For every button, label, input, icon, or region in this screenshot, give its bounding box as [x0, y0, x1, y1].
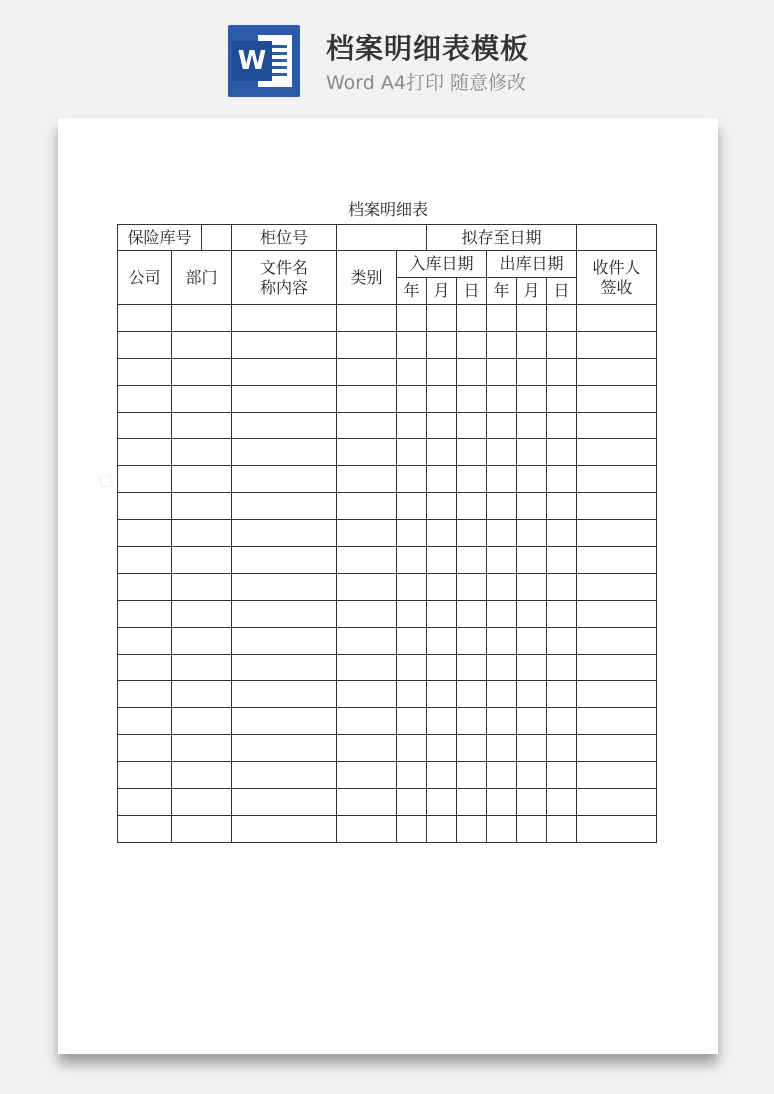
out-month-cell[interactable] [517, 762, 547, 789]
in-day-cell[interactable] [457, 493, 487, 520]
file-name-cell[interactable] [232, 412, 337, 439]
recipient-cell[interactable] [577, 439, 657, 466]
company-cell[interactable] [118, 815, 172, 842]
recipient-cell[interactable] [577, 331, 657, 358]
out-month-cell[interactable] [517, 627, 547, 654]
table-row [118, 600, 657, 627]
document-title: 档案明细表 [347, 200, 428, 219]
in-month-cell[interactable] [427, 331, 457, 358]
in-year-cell[interactable] [397, 681, 427, 708]
in-month-cell[interactable] [427, 627, 457, 654]
table-row [118, 385, 657, 412]
recipient-cell[interactable] [577, 358, 657, 385]
company-header: 公司 [118, 251, 172, 305]
file-name-cell[interactable] [232, 815, 337, 842]
out-year-cell[interactable] [487, 573, 517, 600]
planned-date-cell[interactable] [577, 225, 657, 251]
department-cell[interactable] [172, 385, 232, 412]
table-row [118, 493, 657, 520]
recipient-cell[interactable] [577, 493, 657, 520]
out-day-cell[interactable] [547, 305, 577, 332]
in-month-cell[interactable] [427, 358, 457, 385]
company-cell[interactable] [118, 466, 172, 493]
in-day-cell[interactable] [457, 331, 487, 358]
department-cell[interactable] [172, 708, 232, 735]
department-cell[interactable] [172, 573, 232, 600]
in-month-cell[interactable] [427, 412, 457, 439]
out-day-cell[interactable] [547, 547, 577, 574]
in-month-cell[interactable] [427, 520, 457, 547]
file-name-header [232, 251, 337, 305]
in-day-cell[interactable] [457, 735, 487, 762]
table-row [118, 573, 657, 600]
header-row-2 [118, 251, 657, 278]
file-name-cell[interactable] [232, 789, 337, 816]
table-row [118, 654, 657, 681]
in-day-cell[interactable] [457, 627, 487, 654]
out-day-cell[interactable] [547, 573, 577, 600]
out-month-cell[interactable] [517, 573, 547, 600]
company-cell[interactable] [118, 735, 172, 762]
in-year-cell[interactable] [397, 305, 427, 332]
out-month-cell[interactable] [517, 412, 547, 439]
in-month-cell[interactable] [427, 573, 457, 600]
file-name-cell[interactable] [232, 600, 337, 627]
department-cell[interactable] [172, 681, 232, 708]
file-name-line2: 称内容 [260, 277, 309, 297]
in-day-cell[interactable] [457, 681, 487, 708]
recipient-cell[interactable] [577, 305, 657, 332]
table-row [118, 789, 657, 816]
recipient-line2: 签收 [600, 277, 633, 297]
file-name-cell[interactable] [232, 762, 337, 789]
category-cell[interactable] [337, 331, 397, 358]
out-month-cell[interactable] [517, 331, 547, 358]
out-year-cell[interactable] [487, 735, 517, 762]
in-day-cell[interactable] [457, 305, 487, 332]
category-cell[interactable] [337, 735, 397, 762]
out-year-cell[interactable] [487, 627, 517, 654]
file-name-cell[interactable] [232, 331, 337, 358]
cabinet-no-label: 柜位号 [232, 225, 337, 251]
department-cell[interactable] [172, 654, 232, 681]
in-day-cell[interactable] [457, 385, 487, 412]
recipient-cell[interactable] [577, 520, 657, 547]
out-month-header: 月 [517, 278, 547, 305]
recipient-cell[interactable] [577, 789, 657, 816]
out-month-cell[interactable] [517, 385, 547, 412]
out-day-cell[interactable] [547, 762, 577, 789]
out-year-cell[interactable] [487, 331, 517, 358]
in-year-header: 年 [397, 278, 427, 305]
table-row [118, 466, 657, 493]
file-name-cell[interactable] [232, 681, 337, 708]
table-row [118, 681, 657, 708]
out-day-cell[interactable] [547, 735, 577, 762]
category-header: 类别 [337, 251, 397, 305]
table-row [118, 412, 657, 439]
out-day-header: 日 [547, 278, 577, 305]
in-year-cell[interactable] [397, 762, 427, 789]
department-cell[interactable] [172, 305, 232, 332]
company-cell[interactable] [118, 412, 172, 439]
table-row [118, 708, 657, 735]
in-day-cell[interactable] [457, 547, 487, 574]
out-day-cell[interactable] [547, 681, 577, 708]
department-cell[interactable] [172, 547, 232, 574]
out-month-cell[interactable] [517, 600, 547, 627]
department-cell[interactable] [172, 493, 232, 520]
recipient-cell[interactable] [577, 762, 657, 789]
in-month-cell[interactable] [427, 439, 457, 466]
out-year-cell[interactable] [487, 358, 517, 385]
word-letter: W [232, 41, 272, 81]
out-year-cell[interactable] [487, 547, 517, 574]
in-year-cell[interactable] [397, 331, 427, 358]
planned-date-label: 拟存至日期 [427, 225, 577, 251]
out-month-cell[interactable] [517, 466, 547, 493]
table-row [118, 547, 657, 574]
recipient-cell[interactable] [577, 412, 657, 439]
table-row [118, 358, 657, 385]
in-day-header: 日 [457, 278, 487, 305]
table-row [118, 305, 657, 332]
recipient-cell[interactable] [577, 708, 657, 735]
department-cell[interactable] [172, 520, 232, 547]
out-month-cell[interactable] [517, 681, 547, 708]
file-name-line1: 文件名 [260, 257, 309, 277]
out-day-cell[interactable] [547, 520, 577, 547]
out-month-cell[interactable] [517, 520, 547, 547]
out-year-cell[interactable] [487, 789, 517, 816]
in-month-cell[interactable] [427, 547, 457, 574]
company-cell[interactable] [118, 520, 172, 547]
out-day-cell[interactable] [547, 627, 577, 654]
table-row [118, 520, 657, 547]
in-month-cell[interactable] [427, 305, 457, 332]
department-cell[interactable] [172, 789, 232, 816]
category-cell[interactable] [337, 493, 397, 520]
company-cell[interactable] [118, 547, 172, 574]
department-cell[interactable] [172, 331, 232, 358]
table-row [118, 439, 657, 466]
category-cell[interactable] [337, 547, 397, 574]
category-cell[interactable] [337, 305, 397, 332]
page-subtitle: Word A4打印 随意修改 [326, 72, 527, 94]
company-cell[interactable] [118, 385, 172, 412]
recipient-cell[interactable] [577, 681, 657, 708]
company-cell[interactable] [118, 600, 172, 627]
department-cell[interactable] [172, 412, 232, 439]
in-year-cell[interactable] [397, 547, 427, 574]
category-cell[interactable] [337, 708, 397, 735]
file-name-cell[interactable] [232, 735, 337, 762]
out-year-cell[interactable] [487, 466, 517, 493]
in-year-cell[interactable] [397, 708, 427, 735]
company-cell[interactable] [118, 331, 172, 358]
department-cell[interactable] [172, 735, 232, 762]
in-day-cell[interactable] [457, 573, 487, 600]
company-cell[interactable] [118, 708, 172, 735]
in-month-cell[interactable] [427, 600, 457, 627]
in-month-cell[interactable] [427, 735, 457, 762]
company-cell[interactable] [118, 627, 172, 654]
in-year-cell[interactable] [397, 600, 427, 627]
department-cell[interactable] [172, 358, 232, 385]
out-year-cell[interactable] [487, 385, 517, 412]
category-cell[interactable] [337, 789, 397, 816]
in-year-cell[interactable] [397, 439, 427, 466]
category-cell[interactable] [337, 358, 397, 385]
out-day-cell[interactable] [547, 654, 577, 681]
department-cell[interactable] [172, 600, 232, 627]
in-year-cell[interactable] [397, 520, 427, 547]
in-month-cell[interactable] [427, 385, 457, 412]
recipient-header [577, 251, 657, 305]
recipient-cell[interactable] [577, 385, 657, 412]
in-year-cell[interactable] [397, 412, 427, 439]
out-day-cell[interactable] [547, 385, 577, 412]
file-name-cell[interactable] [232, 466, 337, 493]
file-name-cell[interactable] [232, 573, 337, 600]
out-day-cell[interactable] [547, 358, 577, 385]
in-year-cell[interactable] [397, 493, 427, 520]
out-month-cell[interactable] [517, 305, 547, 332]
banner [0, 0, 774, 110]
category-cell[interactable] [337, 466, 397, 493]
category-cell[interactable] [337, 385, 397, 412]
out-year-cell[interactable] [487, 654, 517, 681]
out-month-cell[interactable] [517, 493, 547, 520]
out-month-cell[interactable] [517, 654, 547, 681]
in-day-cell[interactable] [457, 358, 487, 385]
file-name-cell[interactable] [232, 708, 337, 735]
category-cell[interactable] [337, 600, 397, 627]
company-cell[interactable] [118, 789, 172, 816]
in-month-cell[interactable] [427, 493, 457, 520]
in-day-cell[interactable] [457, 762, 487, 789]
category-cell[interactable] [337, 412, 397, 439]
safe-no-label: 保险库号 [118, 225, 202, 251]
recipient-cell[interactable] [577, 573, 657, 600]
in-month-cell[interactable] [427, 815, 457, 842]
recipient-cell[interactable] [577, 654, 657, 681]
in-month-cell[interactable] [427, 789, 457, 816]
page-title: 档案明细表模板 [326, 32, 530, 65]
in-date-header: 入库日期 [397, 251, 487, 278]
watermark: ◇ [92, 465, 121, 496]
out-year-cell[interactable] [487, 412, 517, 439]
company-cell[interactable] [118, 681, 172, 708]
recipient-cell[interactable] [577, 600, 657, 627]
table-row [118, 815, 657, 842]
recipient-cell[interactable] [577, 815, 657, 842]
recipient-line1: 收件人 [592, 257, 641, 277]
out-month-cell[interactable] [517, 735, 547, 762]
out-day-cell[interactable] [547, 466, 577, 493]
out-year-cell[interactable] [487, 305, 517, 332]
category-cell[interactable] [337, 681, 397, 708]
out-month-cell[interactable] [517, 547, 547, 574]
in-year-cell[interactable] [397, 735, 427, 762]
in-day-cell[interactable] [457, 789, 487, 816]
out-day-cell[interactable] [547, 493, 577, 520]
company-cell[interactable] [118, 358, 172, 385]
department-cell[interactable] [172, 466, 232, 493]
out-year-cell[interactable] [487, 681, 517, 708]
in-month-cell[interactable] [427, 681, 457, 708]
in-day-cell[interactable] [457, 600, 487, 627]
in-day-cell[interactable] [457, 520, 487, 547]
out-month-cell[interactable] [517, 439, 547, 466]
in-day-cell[interactable] [457, 708, 487, 735]
out-day-cell[interactable] [547, 815, 577, 842]
category-cell[interactable] [337, 815, 397, 842]
out-year-cell[interactable] [487, 493, 517, 520]
department-header: 部门 [172, 251, 232, 305]
table-row [118, 762, 657, 789]
safe-no-cell[interactable] [202, 225, 232, 251]
out-day-cell[interactable] [547, 439, 577, 466]
out-day-cell[interactable] [547, 600, 577, 627]
in-day-cell[interactable] [457, 412, 487, 439]
out-year-cell[interactable] [487, 815, 517, 842]
category-cell[interactable] [337, 762, 397, 789]
company-cell[interactable] [118, 573, 172, 600]
company-cell[interactable] [118, 305, 172, 332]
file-name-cell[interactable] [232, 305, 337, 332]
file-name-cell[interactable] [232, 654, 337, 681]
out-year-cell[interactable] [487, 439, 517, 466]
company-cell[interactable] [118, 493, 172, 520]
in-year-cell[interactable] [397, 573, 427, 600]
in-day-cell[interactable] [457, 815, 487, 842]
category-cell[interactable] [337, 573, 397, 600]
category-cell[interactable] [337, 520, 397, 547]
table-row [118, 735, 657, 762]
out-month-cell[interactable] [517, 358, 547, 385]
cabinet-no-cell[interactable] [337, 225, 427, 251]
file-name-cell[interactable] [232, 627, 337, 654]
out-month-cell[interactable] [517, 708, 547, 735]
document-page [58, 118, 718, 1054]
file-name-cell[interactable] [232, 520, 337, 547]
department-cell[interactable] [172, 762, 232, 789]
department-cell[interactable] [172, 439, 232, 466]
out-date-header: 出库日期 [487, 251, 577, 278]
in-month-cell[interactable] [427, 654, 457, 681]
out-day-cell[interactable] [547, 789, 577, 816]
archive-table [117, 224, 657, 843]
file-name-cell[interactable] [232, 493, 337, 520]
department-cell[interactable] [172, 815, 232, 842]
company-cell[interactable] [118, 762, 172, 789]
in-year-cell[interactable] [397, 654, 427, 681]
in-month-header: 月 [427, 278, 457, 305]
word-icon [228, 25, 300, 97]
in-year-cell[interactable] [397, 466, 427, 493]
out-day-cell[interactable] [547, 331, 577, 358]
file-name-cell[interactable] [232, 547, 337, 574]
in-day-cell[interactable] [457, 654, 487, 681]
out-year-cell[interactable] [487, 600, 517, 627]
recipient-cell[interactable] [577, 735, 657, 762]
out-year-cell[interactable] [487, 762, 517, 789]
out-day-cell[interactable] [547, 412, 577, 439]
file-name-cell[interactable] [232, 385, 337, 412]
in-month-cell[interactable] [427, 762, 457, 789]
department-cell[interactable] [172, 627, 232, 654]
table-row [118, 331, 657, 358]
in-day-cell[interactable] [457, 466, 487, 493]
out-day-cell[interactable] [547, 708, 577, 735]
out-year-header: 年 [487, 278, 517, 305]
in-month-cell[interactable] [427, 708, 457, 735]
in-year-cell[interactable] [397, 815, 427, 842]
header-row-1 [118, 225, 657, 251]
file-name-cell[interactable] [232, 358, 337, 385]
recipient-cell[interactable] [577, 547, 657, 574]
in-month-cell[interactable] [427, 466, 457, 493]
in-day-cell[interactable] [457, 439, 487, 466]
in-year-cell[interactable] [397, 627, 427, 654]
in-year-cell[interactable] [397, 385, 427, 412]
category-cell[interactable] [337, 654, 397, 681]
recipient-cell[interactable] [577, 627, 657, 654]
in-year-cell[interactable] [397, 789, 427, 816]
file-name-cell[interactable] [232, 439, 337, 466]
in-year-cell[interactable] [397, 358, 427, 385]
category-cell[interactable] [337, 439, 397, 466]
out-month-cell[interactable] [517, 789, 547, 816]
recipient-cell[interactable] [577, 466, 657, 493]
company-cell[interactable] [118, 654, 172, 681]
table-row [118, 627, 657, 654]
company-cell[interactable] [118, 439, 172, 466]
out-year-cell[interactable] [487, 708, 517, 735]
out-month-cell[interactable] [517, 815, 547, 842]
category-cell[interactable] [337, 627, 397, 654]
out-year-cell[interactable] [487, 520, 517, 547]
